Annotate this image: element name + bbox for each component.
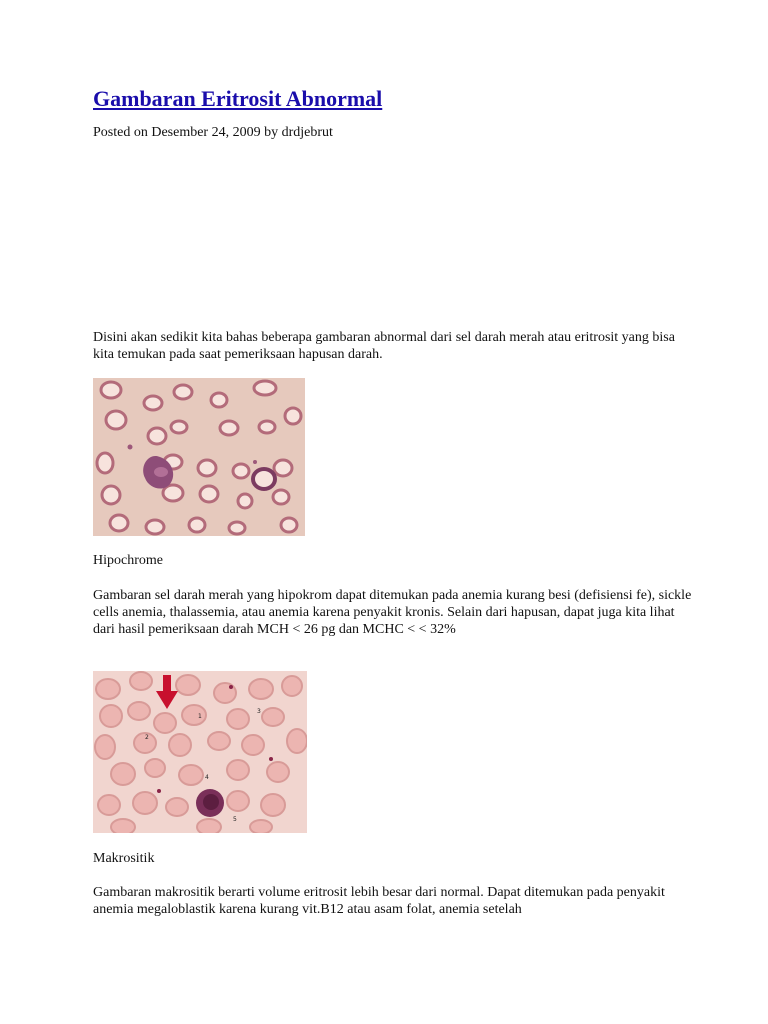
article-title-link[interactable]: Gambaran Eritrosit Abnormal [93,86,383,111]
svg-text:5: 5 [233,816,237,823]
macrocytic-description: Gambaran makrositik berarti volume eritrosit lebih besar dari normal. Dapat ditemukan pada penyakit anemia megaloblastik karena kurang vit.B12 atau asam folat, anemia setelah [93,885,665,917]
svg-text:1: 1 [198,713,202,720]
hypochromic-smear-image [93,378,305,536]
post-meta: Posted on Desember 24, 2009 by drdjebrut [93,125,333,140]
figure1-caption: Hipochrome [93,553,163,568]
macrocytic-smear-image [93,671,307,833]
svg-text:2: 2 [145,734,149,741]
svg-text:3: 3 [257,708,261,715]
hypochrome-description: Gambaran sel darah merah yang hipokrom dapat ditemukan pada anemia kurang besi (defisiensi fe), sickle cells anemia, thalassemia, atau anemia karena penyakit kronis. Selain dari hapusan, dapat juga kita lihat dari hasil pemeriksaan darah MCH < 26 pg dan MCHC < < 32% [93,588,692,637]
svg-text:4: 4 [205,774,209,781]
figure2-caption: Makrositik [93,851,155,866]
intro-paragraph: Disini akan sedikit kita bahas beberapa gambaran abnormal dari sel darah merah atau eritrosit yang bisa kita temukan pada saat pemeriksaan hapusan darah. [93,330,675,362]
